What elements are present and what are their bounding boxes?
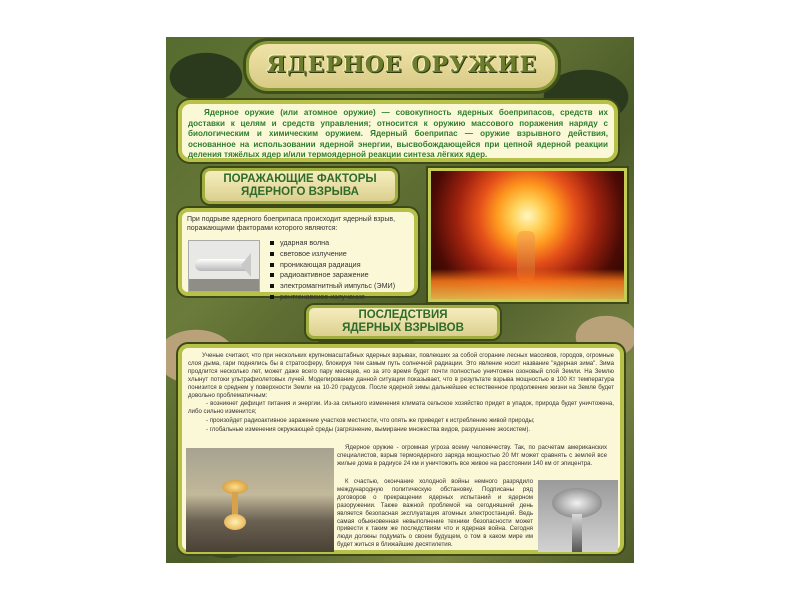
explosion-image: [428, 168, 627, 302]
intro-panel: [178, 100, 618, 162]
poster: [166, 37, 634, 563]
title-plate: [246, 41, 558, 91]
list-item: радиоактивное заражение: [270, 270, 395, 281]
list-item: световое излучение: [270, 249, 395, 260]
factors-panel: [178, 208, 418, 301]
factors-heading: [202, 168, 398, 204]
consequences-heading: [306, 305, 500, 339]
consequences-panel: [178, 344, 624, 554]
consequences-paragraph-1: Ученые считают, что при нескольких крупномасштабных ядерных взрывах, повлекших за собой сгорание лесных массивов, городов, огромные слоя дыма, гари поднялись бы в стратосферу, блокируя тем самым путь солнечной радиации. Это явление носит название "ядерная зима". Зима продлится несколько лет, может даже всего пару месяцев, но за это время будет почти полностью уничтожен озоновый слой Земли. На Землю хлынут потоки ультрафиолетовых лучей. Моделирование данной ситуации показывает, что в результате взрыва мощностью в 100 Кт температура понизится в среднем у поверхности Земли на 10-20 градусов. После ядерной зимы дальнейшее естественное продолжение жизни на Земле будет довольно проблематичным:: [188, 352, 614, 399]
factors-heading-line2: ЯДЕРНОГО ВЗРЫВА: [241, 186, 359, 198]
list-item: проникающая радиация: [270, 260, 395, 271]
missile-image: [188, 240, 260, 292]
list-item: электромагнитный импульс (ЭМИ): [270, 281, 395, 292]
factors-list: [270, 238, 395, 303]
list-item: ударная волна: [270, 238, 395, 249]
consequences-paragraph-3: - произойдет радиоактивное заражение участков местности, что опять же приведет к истреблению живой природы;: [206, 417, 535, 425]
consequences-paragraph-5: Ядерное оружие - огромная угроза всему человечеству. Так, по расчетам американских специалистов, взрыв термоядерного заряда мощностью 20 Мт может сравнять с землей все жилые дома в радиусе 24 км и уничтожить все живое на расстоянии 140 км от эпицентра.: [337, 444, 607, 467]
consequences-paragraph-2: - возникнет дефицит питания и энергии. Из-за сильного изменения климата сельское хозяйство придет в упадок, природа будет уничтожена, либо сильно изменится;: [188, 400, 614, 416]
factors-heading-line1: ПОРАЖАЮЩИЕ ФАКТОРЫ: [223, 173, 377, 185]
consequences-heading-line2: ЯДЕРНЫХ ВЗРЫВОВ: [342, 322, 464, 334]
consequences-heading-line1: ПОСЛЕДСТВИЯ: [358, 309, 448, 321]
consequences-paragraph-4: - глобальные изменения окружающей среды (загрязнение, вымирание множества видов, разрушение экосистем).: [206, 426, 531, 434]
page-title: ЯДЕРНОЕ ОРУЖИЕ: [266, 52, 538, 78]
consequences-paragraph-6: К счастью, окончание холодной войны немного разрядило международную политическую обстановку. Подписаны ряд договоров о прекращении ядерных испытаний и ядерном разоружении. Также важной проблемой на сегодняшний день является безопасная эксплуатация атомных электростанций. Ведь самая обыкновенная невыполнение техники безопасности может привести к таким же последствиям что и ядерная война. Сегодня люди должны подумать о своем будущем, о том в каком мире им будет житься в ближайшие десятилетия.: [337, 478, 533, 549]
mushroom-cloud-photo: [538, 480, 618, 552]
intro-text: Ядерное оружие (или атомное оружие) — совокупность ядерных боеприпасов, средств их доставки к целям и средств управления; относится к оружию массового поражения наряду с биологическим и химическим оружием. Ядерный боеприпас — оружие взрывного действия, основанное на использовании ядерной энергии, высвобождающейся при цепной ядерной реакции деления тяжёлых ядер и/или термоядерной реакции синтеза лёгких ядер.: [188, 108, 608, 159]
list-item: рентгеновское излучение: [270, 292, 395, 303]
test-explosion-photo: [186, 448, 334, 552]
factors-lead: При подрыве ядерного боеприпаса происходит ядерный взрыв, поражающими факторами которого являются:: [187, 216, 396, 232]
